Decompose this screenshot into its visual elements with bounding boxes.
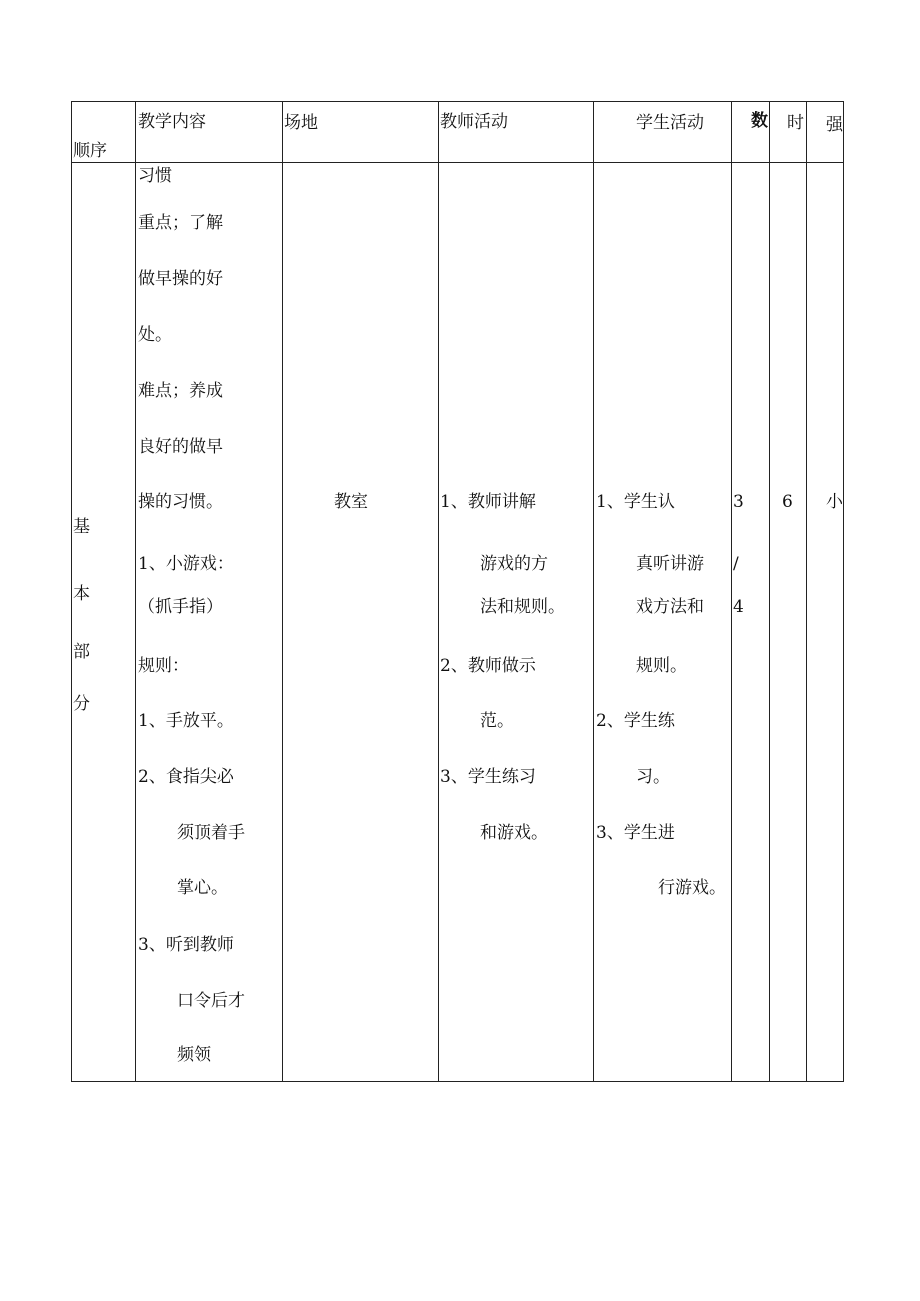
student-line: 3、学生进 xyxy=(596,823,675,843)
count-value: 4 xyxy=(733,597,744,617)
table-bottom-border xyxy=(71,1081,844,1082)
section-label-char: 分 xyxy=(73,694,90,714)
teacher-line: 范。 xyxy=(480,711,514,731)
col-border-4 xyxy=(593,101,594,1082)
col-border-6 xyxy=(769,101,770,1082)
student-line: 行游戏。 xyxy=(658,878,726,898)
content-line: 口令后才 xyxy=(177,991,245,1011)
header-content: 教学内容 xyxy=(138,112,206,132)
header-order: 顺序 xyxy=(73,141,107,161)
content-line: 掌心。 xyxy=(177,878,228,898)
content-line: 处。 xyxy=(138,325,172,345)
table-top-border xyxy=(71,101,844,102)
student-line: 习。 xyxy=(636,767,670,787)
header-count: 数 xyxy=(751,111,768,131)
header-time: 时 xyxy=(787,113,804,133)
student-line: 真听讲游 xyxy=(636,554,704,574)
col-border-5 xyxy=(731,101,732,1082)
content-line: 操的习惯。 xyxy=(138,492,223,512)
content-line: 2、食指尖必 xyxy=(138,767,234,787)
header-venue: 场地 xyxy=(284,113,318,133)
content-line: 规则： xyxy=(138,656,189,676)
section-label-char: 本 xyxy=(73,584,90,604)
student-line: 戏方法和 xyxy=(636,597,704,617)
content-line: 1、小游戏： xyxy=(138,554,234,574)
section-label-char: 部 xyxy=(73,642,90,662)
col-border-8 xyxy=(843,101,844,1082)
teacher-line: 法和规则。 xyxy=(480,597,565,617)
content-line: 重点；了解 xyxy=(138,213,223,233)
content-line: 做早操的好 xyxy=(138,269,223,289)
teacher-line: 和游戏。 xyxy=(480,823,548,843)
count-value: 3 xyxy=(733,492,744,512)
content-line: 难点；养成 xyxy=(138,381,223,401)
col-border-0 xyxy=(71,101,72,1082)
header-teacher: 教师活动 xyxy=(440,112,508,132)
count-value: / xyxy=(733,554,739,574)
col-border-2 xyxy=(282,101,283,1082)
student-line: 2、学生练 xyxy=(596,711,675,731)
student-line: 规则。 xyxy=(636,656,687,676)
content-line: 须顶着手 xyxy=(177,823,245,843)
content-line: （抓手指） xyxy=(138,597,223,617)
content-line: 1、手放平。 xyxy=(138,711,234,731)
col-border-7 xyxy=(806,101,807,1082)
content-line: 习惯 xyxy=(138,166,172,186)
teacher-line: 2、教师做示 xyxy=(440,656,536,676)
venue-value: 教室 xyxy=(334,492,368,512)
content-line: 3、听到教师 xyxy=(138,935,234,955)
time-value: 6 xyxy=(782,492,793,512)
content-line: 良好的做早 xyxy=(138,437,223,457)
content-line: 频领 xyxy=(177,1045,211,1065)
teacher-line: 1、教师讲解 xyxy=(440,492,536,512)
teacher-line: 游戏的方 xyxy=(480,554,548,574)
header-bottom-border xyxy=(71,162,844,163)
intensity-value: 小 xyxy=(826,492,843,512)
col-border-1 xyxy=(135,101,136,1082)
col-border-3 xyxy=(438,101,439,1082)
teacher-line: 3、学生练习 xyxy=(440,767,536,787)
section-label-char: 基 xyxy=(73,517,90,537)
student-line: 1、学生认 xyxy=(596,492,675,512)
header-intensity: 强 xyxy=(826,115,843,135)
header-student: 学生活动 xyxy=(636,113,704,133)
